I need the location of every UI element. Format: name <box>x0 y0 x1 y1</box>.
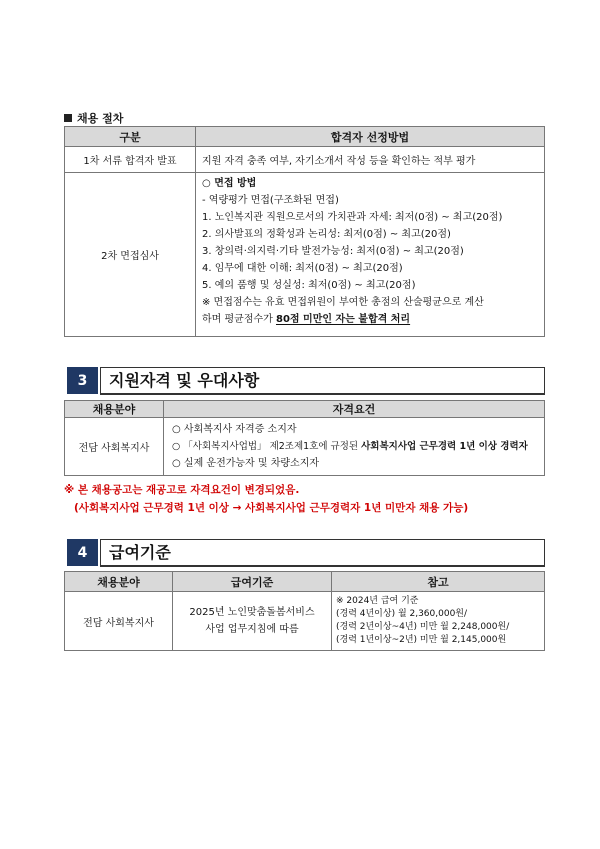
qual-col-field: 채용분야 <box>65 401 164 418</box>
interview-line: - 역량평가 면접(구조화된 면접) <box>202 195 339 206</box>
requirement-item: ○ 실제 운전가능자 및 차량소지자 <box>172 458 320 469</box>
process-table <box>64 126 545 337</box>
salary-table <box>64 571 545 651</box>
salary-col-field: 채용분야 <box>65 572 173 592</box>
interview-last-line: 하며 평균점수가 80점 미만인 자는 불합격 처리 <box>202 314 411 325</box>
interview-line: 1. 노인복지관 직원으로서의 가치관과 자세: 최저(0점) ~ 최고(20점) <box>202 212 503 223</box>
process-heading: 채용 절차 <box>64 110 123 126</box>
salary-col-notes: 참고 <box>332 572 545 592</box>
qual-col-requirement: 자격요건 <box>164 401 545 418</box>
notice-line2: (사회복지사업 근무경력 1년 이상 → 사회복지사업 근무경력자 1년 미만자 채용 가능) <box>74 502 469 514</box>
interview-line: ※ 면접점수는 유효 면접위원이 부여한 총점의 산술평균으로 계산 <box>202 297 484 308</box>
interview-line: 2. 의사발표의 정확성과 논리성: 최저(0점) ~ 최고(20점) <box>202 229 451 240</box>
process-row2-stage: 2차 면접심사 <box>65 173 196 337</box>
interview-line: 5. 예의 품행 및 성실성: 최저(0점) ~ 최고(20점) <box>202 280 416 291</box>
process-col-method: 합격자 선정방법 <box>196 127 545 147</box>
process-row2-method <box>196 173 545 337</box>
salary-note-line: (경력 2년이상~4년) 미만 월 2,248,000원/ <box>336 622 510 632</box>
salary-notes <box>332 592 545 651</box>
section3-number: 3 <box>67 367 98 394</box>
fail-criteria: 80점 미만인 자는 불합격 처리 <box>275 314 411 325</box>
process-col-stage: 구분 <box>65 127 196 147</box>
requirement-item: ○ 「사회복지사업법」 제2조제1호에 규정된 사회복지사업 근무경력 1년 이상 경력자 <box>172 441 528 452</box>
section3-header <box>67 367 545 394</box>
process-row1-method: 지원 자격 충족 여부, 자기소개서 작성 등을 확인하는 적부 평가 <box>196 147 545 173</box>
process-row1-stage: 1차 서류 합격자 발표 <box>65 147 196 173</box>
qual-field: 전담 사회복지사 <box>65 418 164 476</box>
section4-title: 급여기준 <box>100 539 545 567</box>
salary-note-line: (경력 4년이상) 월 2,360,000원/ <box>336 609 468 619</box>
salary-note-line: ※ 2024년 급여 기준 <box>336 596 419 606</box>
interview-line: 3. 창의력·의지력·기타 발전가능성: 최저(0점) ~ 최고(20점) <box>202 246 464 257</box>
interview-line: 4. 임무에 대한 이해: 최저(0점) ~ 최고(20점) <box>202 263 403 274</box>
salary-note-line: (경력 1년이상~2년) 미만 월 2,145,000원 <box>336 635 507 645</box>
requirement-item: ○ 사회복지사 자격증 소지자 <box>172 424 297 435</box>
qualification-table <box>64 400 545 476</box>
salary-col-standard: 급여기준 <box>173 572 332 592</box>
section3-title: 지원자격 및 우대사항 <box>100 367 545 395</box>
section4-number: 4 <box>67 539 98 566</box>
salary-field: 전담 사회복지사 <box>65 592 173 651</box>
interview-method-title: ○ 면접 방법 <box>202 178 257 189</box>
salary-standard: 2025년 노인맞춤돌봄서비스 사업 업무지침에 따름 <box>173 592 332 651</box>
section4-header <box>67 539 545 566</box>
experience-requirement: 사회복지사업 근무경력 1년 이상 경력자 <box>361 441 528 452</box>
square-bullet-icon <box>64 114 72 122</box>
qual-requirements <box>164 418 545 476</box>
notice-line1: ※ 본 채용공고는 재공고로 자격요건이 변경되었음. <box>64 484 300 496</box>
